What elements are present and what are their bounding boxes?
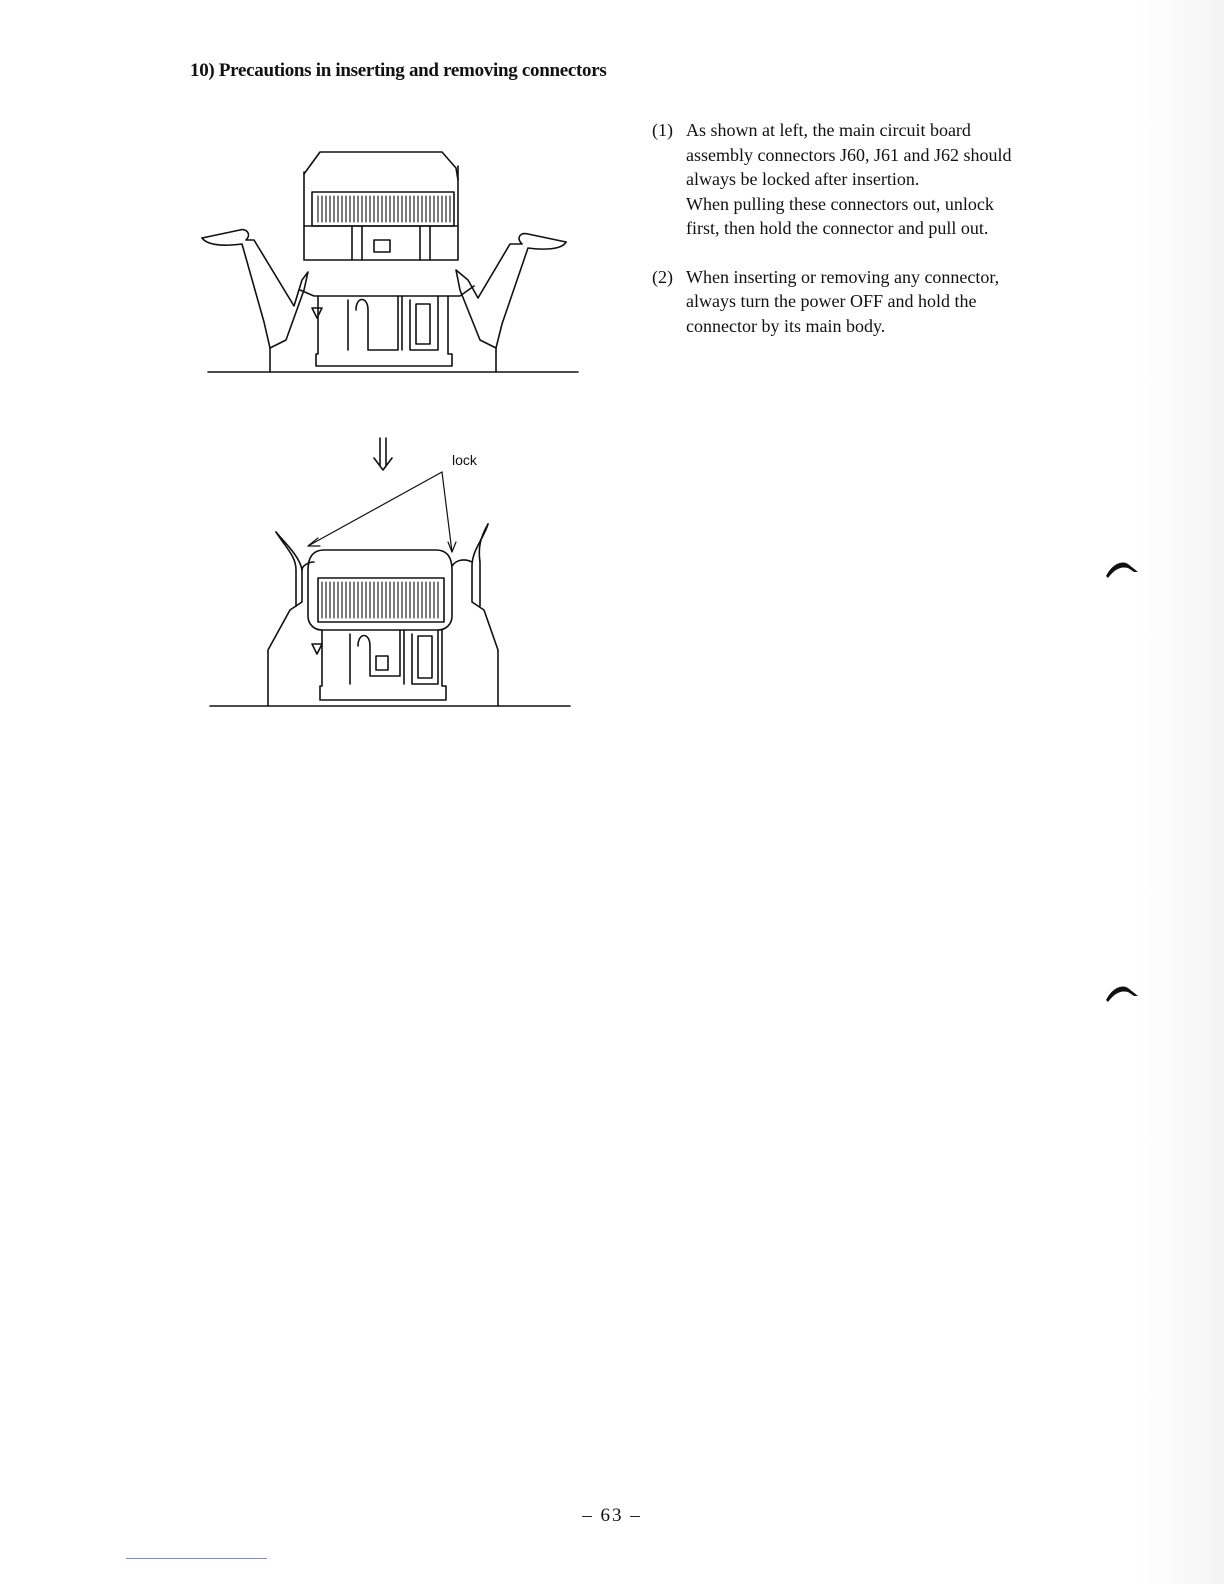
- connector-pin-strip-locked: [318, 578, 444, 622]
- step-number: (1): [652, 120, 673, 140]
- instruction-step-2: [652, 265, 1052, 339]
- step-number: (2): [652, 266, 673, 287]
- instruction-step-1: [652, 118, 1052, 241]
- right-latch-open: [456, 234, 566, 348]
- binder-thumb-mark: [1104, 558, 1140, 580]
- lock-label: lock: [452, 452, 477, 468]
- left-latch-closed: [268, 532, 302, 706]
- step-line: always turn the power OFF and hold the: [686, 291, 977, 311]
- section-heading: 10) Precautions in inserting and removing connectors: [190, 60, 607, 81]
- step-line: first, then hold the connector and pull out.: [686, 218, 989, 238]
- step-line: connector by its main body.: [686, 315, 886, 336]
- bottom-rule: [126, 1558, 267, 1559]
- instructions: [652, 118, 1052, 362]
- step-line: As shown at left, the main circuit board: [686, 120, 971, 140]
- step-line: always be locked after insertion.: [686, 169, 920, 189]
- step-text: [686, 265, 1052, 339]
- connector-housing-top: [304, 152, 458, 180]
- step-line: When inserting or removing any connector,: [686, 266, 1000, 287]
- connector-pin-strip: [312, 192, 454, 226]
- connector-housing-body: [304, 166, 458, 260]
- header-side-walls: [270, 348, 496, 372]
- step-text: [686, 118, 1052, 241]
- step-line: When pulling these connectors out, unlock: [686, 193, 994, 214]
- binder-thumb-mark: [1104, 982, 1140, 1004]
- connector-illustration: [190, 110, 590, 720]
- connector-locked-figure: [210, 524, 570, 706]
- connector-window: [374, 240, 390, 252]
- page-edge-shadow: [1136, 0, 1224, 1584]
- page-number: – 63 –: [582, 1505, 642, 1526]
- right-latch-closed: [472, 524, 498, 706]
- connector-unlocked-figure: [202, 152, 578, 372]
- lock-leader-lines: [308, 472, 456, 552]
- polarity-marker-lower: [312, 644, 322, 654]
- polarity-marker: [312, 308, 322, 318]
- down-arrow: [374, 438, 392, 470]
- step-line: assembly connectors J60, J61 and J62 should: [686, 144, 1012, 165]
- lock-window: [376, 656, 388, 670]
